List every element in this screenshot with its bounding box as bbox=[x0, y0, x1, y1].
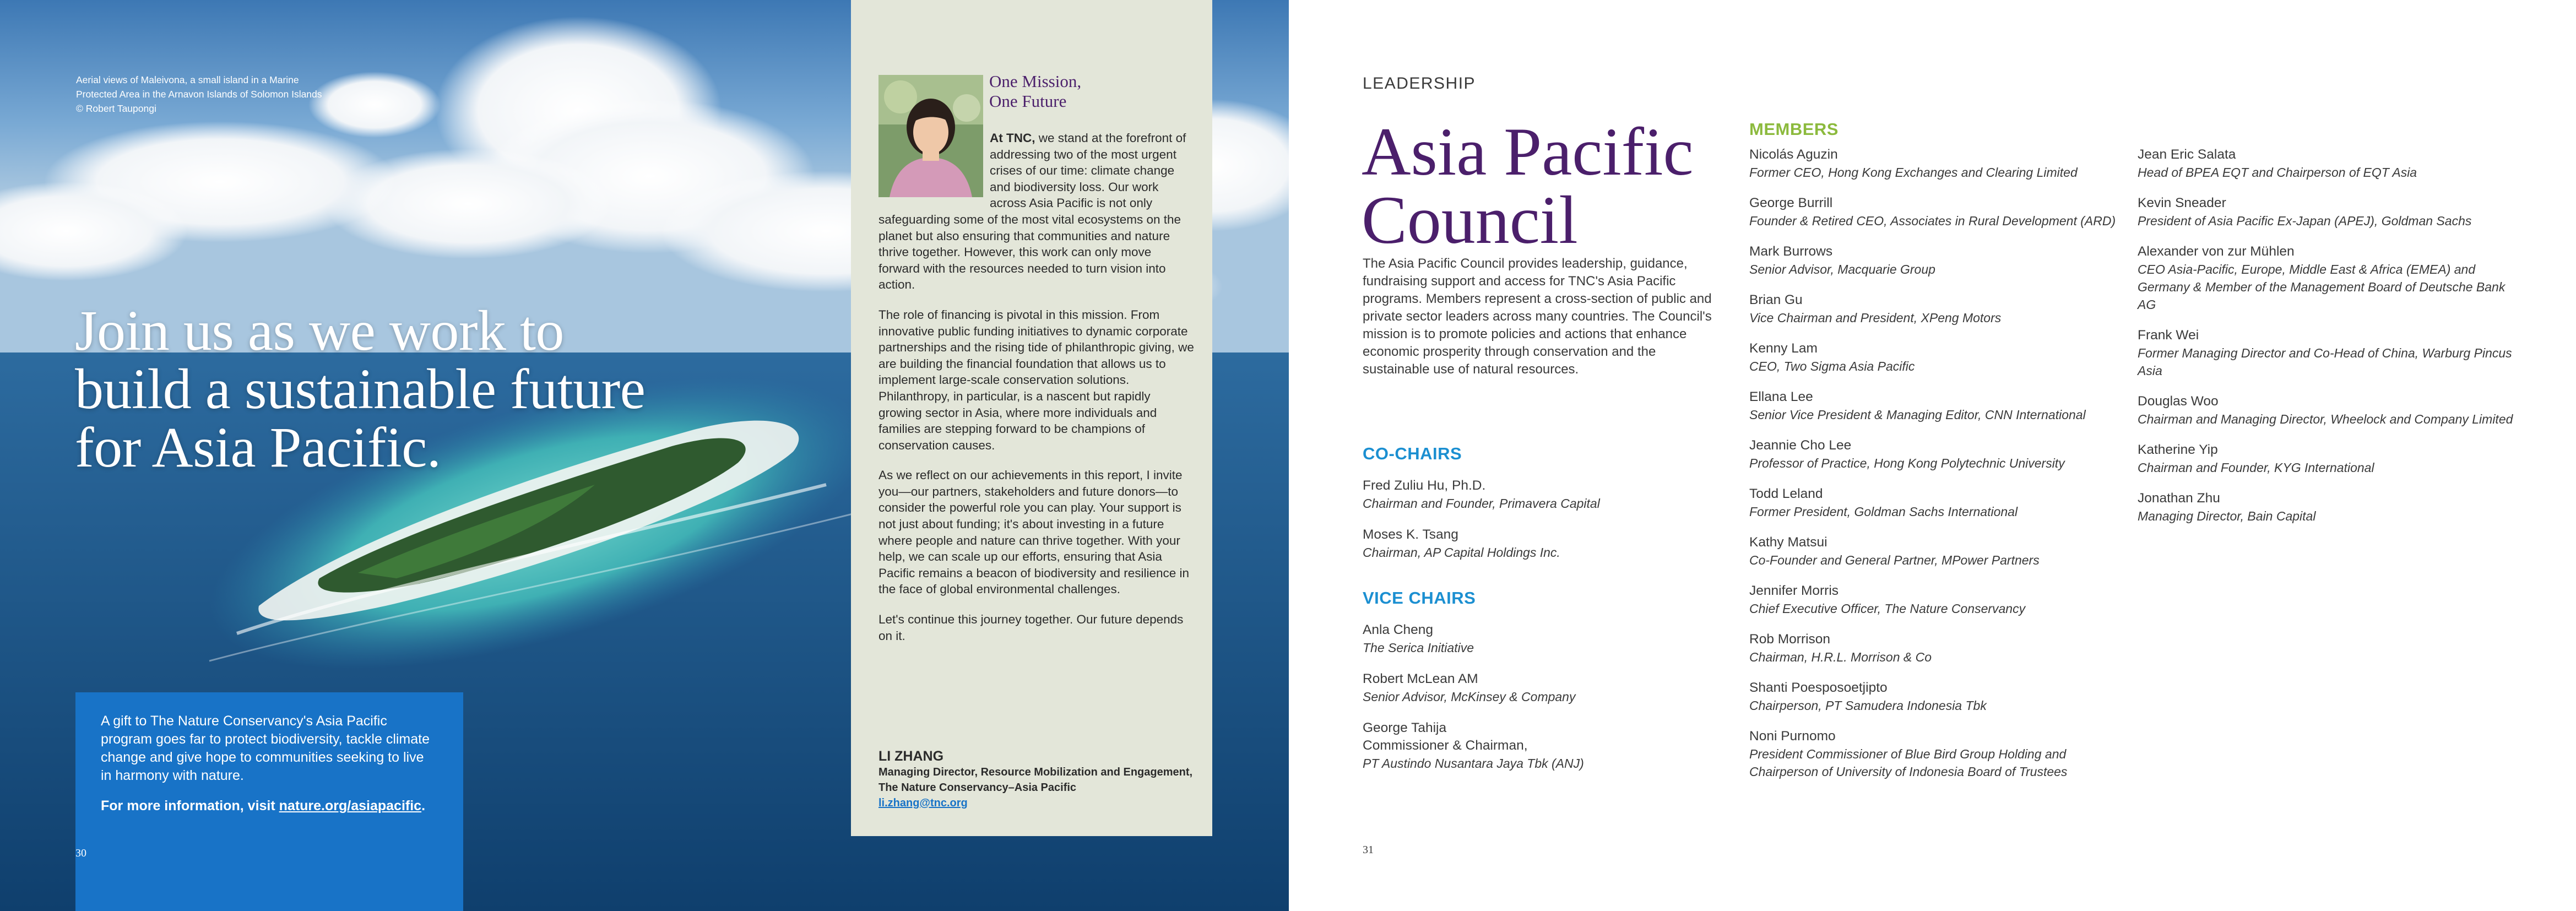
person-name: Jeannie Cho Lee bbox=[1749, 438, 1852, 453]
page-title bbox=[1362, 114, 1694, 258]
section-kicker: LEADERSHIP bbox=[1363, 74, 1476, 93]
person-title: The Serica Initiative bbox=[1363, 641, 1474, 655]
person-name: Douglas Woo bbox=[2138, 394, 2219, 409]
list-item bbox=[1363, 526, 1715, 561]
letter-title-line: One Mission, bbox=[989, 72, 1082, 91]
person-name: Alexander von zur Mühlen bbox=[2138, 244, 2295, 259]
person-name: George Tahija bbox=[1363, 720, 1447, 735]
letter-paragraph: As we reflect on our achievements in this report, I invite you—our partners, stakeholders and future donors—to consider the powerful role you can play. Your support is not just about funding; it's about investing in a future where people and nature can thrive together. With your help, we can scale up our efforts, ensuring that Asia Pacific remains a beacon of biodiversity and resilience in the face of global environmental challenges. bbox=[878, 468, 1190, 597]
person-title: Chairman and Founder, Primavera Capital bbox=[1363, 496, 1600, 511]
person-title: PT Austindo Nusantara Jaya Tbk (ANJ) bbox=[1363, 756, 1584, 771]
person-name: Brian Gu bbox=[1749, 292, 1803, 307]
list-item bbox=[1363, 621, 1715, 657]
list-item bbox=[1363, 670, 1715, 706]
list-item bbox=[2138, 194, 2518, 230]
list-item bbox=[2138, 441, 2518, 476]
person-name: Kathy Matsui bbox=[1749, 535, 1827, 550]
person-title: Founder & Retired CEO, Associates in Rural Development (ARD) bbox=[1749, 214, 2116, 228]
person-title: Co-Founder and General Partner, MPower Partners bbox=[1749, 553, 2040, 567]
person-title: Former CEO, Hong Kong Exchanges and Clearing Limited bbox=[1749, 165, 2078, 180]
person-title: Former Managing Director and Co-Head of China, Warburg Pincus Asia bbox=[2138, 346, 2512, 378]
person-title: President of Asia Pacific Ex-Japan (APEJ), Goldman Sachs bbox=[2138, 214, 2472, 228]
person-name: Jonathan Zhu bbox=[2138, 491, 2220, 506]
person-title: Managing Director, Bain Capital bbox=[2138, 509, 2316, 523]
person-name: Kenny Lam bbox=[1749, 341, 1818, 356]
person-name: Robert McLean AM bbox=[1363, 671, 1478, 686]
person-title: Senior Advisor, McKinsey & Company bbox=[1363, 690, 1576, 704]
list-item bbox=[1749, 728, 2135, 780]
headline bbox=[75, 299, 791, 479]
signer-role: Managing Director, Resource Mobilization and Engagement, The Nature Conservancy–Asia Pacific bbox=[878, 766, 1193, 794]
letter-paragraph: Let's continue this journey together. Our future depends on it. bbox=[878, 612, 1184, 643]
page-title-line: Asia Pacific bbox=[1362, 114, 1694, 189]
person-name: Shanti Poesposoetjipto bbox=[1749, 680, 1888, 695]
gift-info-box bbox=[75, 692, 463, 911]
photo-caption: Aerial views of Maleivona, a small island in a Marine Protected Area in the Arnavon Islands of Solomon Islands © Robert Taupongi bbox=[76, 74, 322, 114]
person-title: CEO, Two Sigma Asia Pacific bbox=[1749, 359, 1915, 373]
list-item bbox=[1749, 340, 2135, 375]
person-title: Former President, Goldman Sachs International bbox=[1749, 505, 2018, 519]
letter-title-line: One Future bbox=[989, 91, 1067, 111]
letter-paragraph bbox=[878, 130, 1195, 293]
page-number: 30 bbox=[75, 847, 86, 859]
vice-chairs-list bbox=[1363, 621, 1715, 786]
person-name: Moses K. Tsang bbox=[1363, 527, 1458, 542]
person-name: Noni Purnomo bbox=[1749, 729, 1836, 744]
list-item bbox=[1749, 582, 2135, 617]
headline-line: for Asia Pacific. bbox=[75, 416, 441, 479]
signer-email-link[interactable]: li.zhang@tnc.org bbox=[878, 797, 968, 809]
person-title: Vice Chairman and President, XPeng Motors bbox=[1749, 311, 2002, 325]
person-name: Nicolás Aguzin bbox=[1749, 147, 1838, 162]
person-name: George Burrill bbox=[1749, 196, 1833, 210]
person-title: Chairman and Managing Director, Wheelock and Company Limited bbox=[2138, 412, 2513, 426]
vice-chairs-heading: VICE CHAIRS bbox=[1363, 588, 1476, 608]
list-item bbox=[1363, 477, 1715, 512]
members-list-column-1 bbox=[1749, 146, 2135, 794]
person-name: Mark Burrows bbox=[1749, 244, 1833, 259]
letter-paragraph: The role of financing is pivotal in this mission. From innovative public funding initiatives to dynamic corporate partnerships and the rising tide of philanthropic giving, we are building the financial foundation that allows us to implement large-scale conservation solutions. Philanthropy, in particular, is a nascent but rapidly growing sector in Asia, where more individuals and families are stepping forward to be champions of conservation causes. bbox=[878, 307, 1194, 452]
more-info-prefix: For more information, visit bbox=[101, 798, 279, 814]
more-info-text bbox=[101, 797, 438, 815]
person-name: Frank Wei bbox=[2138, 328, 2199, 343]
person-name: Jennifer Morris bbox=[1749, 583, 1839, 598]
co-chairs-heading: CO-CHAIRS bbox=[1363, 444, 1462, 463]
headline-line: build a sustainable future bbox=[75, 357, 646, 421]
list-item bbox=[1749, 631, 2135, 666]
members-heading: MEMBERS bbox=[1749, 120, 1839, 139]
list-item bbox=[1749, 194, 2135, 230]
person-title: Senior Advisor, Macquarie Group bbox=[1749, 262, 1935, 276]
person-name: Todd Leland bbox=[1749, 486, 1823, 501]
person-title: CEO Asia-Pacific, Europe, Middle East & Africa (EMEA) and Germany & Member of the Management Board of Deutsche Bank AG bbox=[2138, 262, 2506, 312]
person-name: Rob Morrison bbox=[1749, 632, 1831, 647]
list-item bbox=[1749, 437, 2135, 472]
person-title: Chairperson, PT Samudera Indonesia Tbk bbox=[1749, 698, 1987, 713]
signer-name: LI ZHANG bbox=[878, 749, 944, 764]
letter-panel bbox=[851, 0, 1212, 836]
letter-body bbox=[878, 130, 1195, 658]
list-item bbox=[2138, 327, 2518, 379]
members-list-column-2 bbox=[2138, 146, 2518, 538]
person-name-line-2: Commissioner & Chairman, bbox=[1363, 738, 1528, 753]
list-item bbox=[2138, 146, 2518, 181]
list-item bbox=[1363, 719, 1715, 772]
letter-title bbox=[989, 72, 1187, 111]
person-title: Chairman, H.R.L. Morrison & Co bbox=[1749, 650, 1932, 664]
letter-lead: At TNC, bbox=[990, 131, 1035, 145]
person-name: Jean Eric Salata bbox=[2138, 147, 2236, 162]
right-page bbox=[1289, 0, 2576, 911]
asiapacific-link[interactable]: nature.org/asiapacific bbox=[279, 798, 422, 814]
person-name: Kevin Sneader bbox=[2138, 196, 2226, 210]
person-title: Professor of Practice, Hong Kong Polytechnic University bbox=[1749, 456, 2065, 470]
person-title: Chief Executive Officer, The Nature Conservancy bbox=[1749, 601, 2026, 616]
page-number: 31 bbox=[1363, 844, 1374, 856]
person-name: Fred Zuliu Hu, Ph.D. bbox=[1363, 478, 1486, 493]
person-title: Senior Vice President & Managing Editor, CNN International bbox=[1749, 408, 2086, 422]
list-item bbox=[1749, 679, 2135, 714]
list-item bbox=[1749, 243, 2135, 278]
person-title: President Commissioner of Blue Bird Group Holding and Chairperson of University of Indonesia Board of Trustees bbox=[1749, 747, 2068, 779]
person-title: Chairman and Founder, KYG International bbox=[2138, 460, 2374, 475]
council-intro: The Asia Pacific Council provides leadership, guidance, fundraising support and access for TNC's Asia Pacific programs. Members represent a cross-section of public and private sector leaders across many countries. The Council's mission is to promote policies and actions that enhance economic prosperity through conservation and the sustainable use of natural resources. bbox=[1363, 256, 1712, 377]
person-title: Chairman, AP Capital Holdings Inc. bbox=[1363, 545, 1560, 560]
list-item bbox=[2138, 490, 2518, 525]
headline-line: Join us as we work to bbox=[75, 299, 564, 362]
list-item bbox=[1749, 485, 2135, 520]
person-name: Anla Cheng bbox=[1363, 622, 1434, 637]
person-title: Head of BPEA EQT and Chairperson of EQT Asia bbox=[2138, 165, 2417, 180]
letter-paragraph-text: we stand at the forefront of addressing two of the most urgent crises of our time: climate change and biodiversity loss. Our work across Asia Pacific is not only safeguarding some of the most vital ecosystems on the planet but also ensuring that communities and nature thrive together. However, this work can only move forward with the resources needed to turn vision into action. bbox=[878, 131, 1186, 292]
list-item bbox=[1749, 534, 2135, 569]
person-name: Katherine Yip bbox=[2138, 442, 2218, 457]
list-item bbox=[2138, 243, 2518, 313]
list-item bbox=[1749, 146, 2135, 181]
more-info-suffix: . bbox=[421, 798, 426, 814]
list-item bbox=[1749, 291, 2135, 327]
letter-signature bbox=[878, 749, 1203, 811]
gift-text: A gift to The Nature Conservancy's Asia Pacific program goes far to protect biodiversity, tackle climate change and give hope to communities seeking to live in harmony with nature. bbox=[101, 713, 430, 783]
person-name: Ellana Lee bbox=[1749, 389, 1813, 404]
list-item bbox=[2138, 393, 2518, 428]
co-chairs-list bbox=[1363, 477, 1715, 575]
list-item bbox=[1749, 388, 2135, 424]
page-title-line: Council bbox=[1362, 182, 1578, 258]
